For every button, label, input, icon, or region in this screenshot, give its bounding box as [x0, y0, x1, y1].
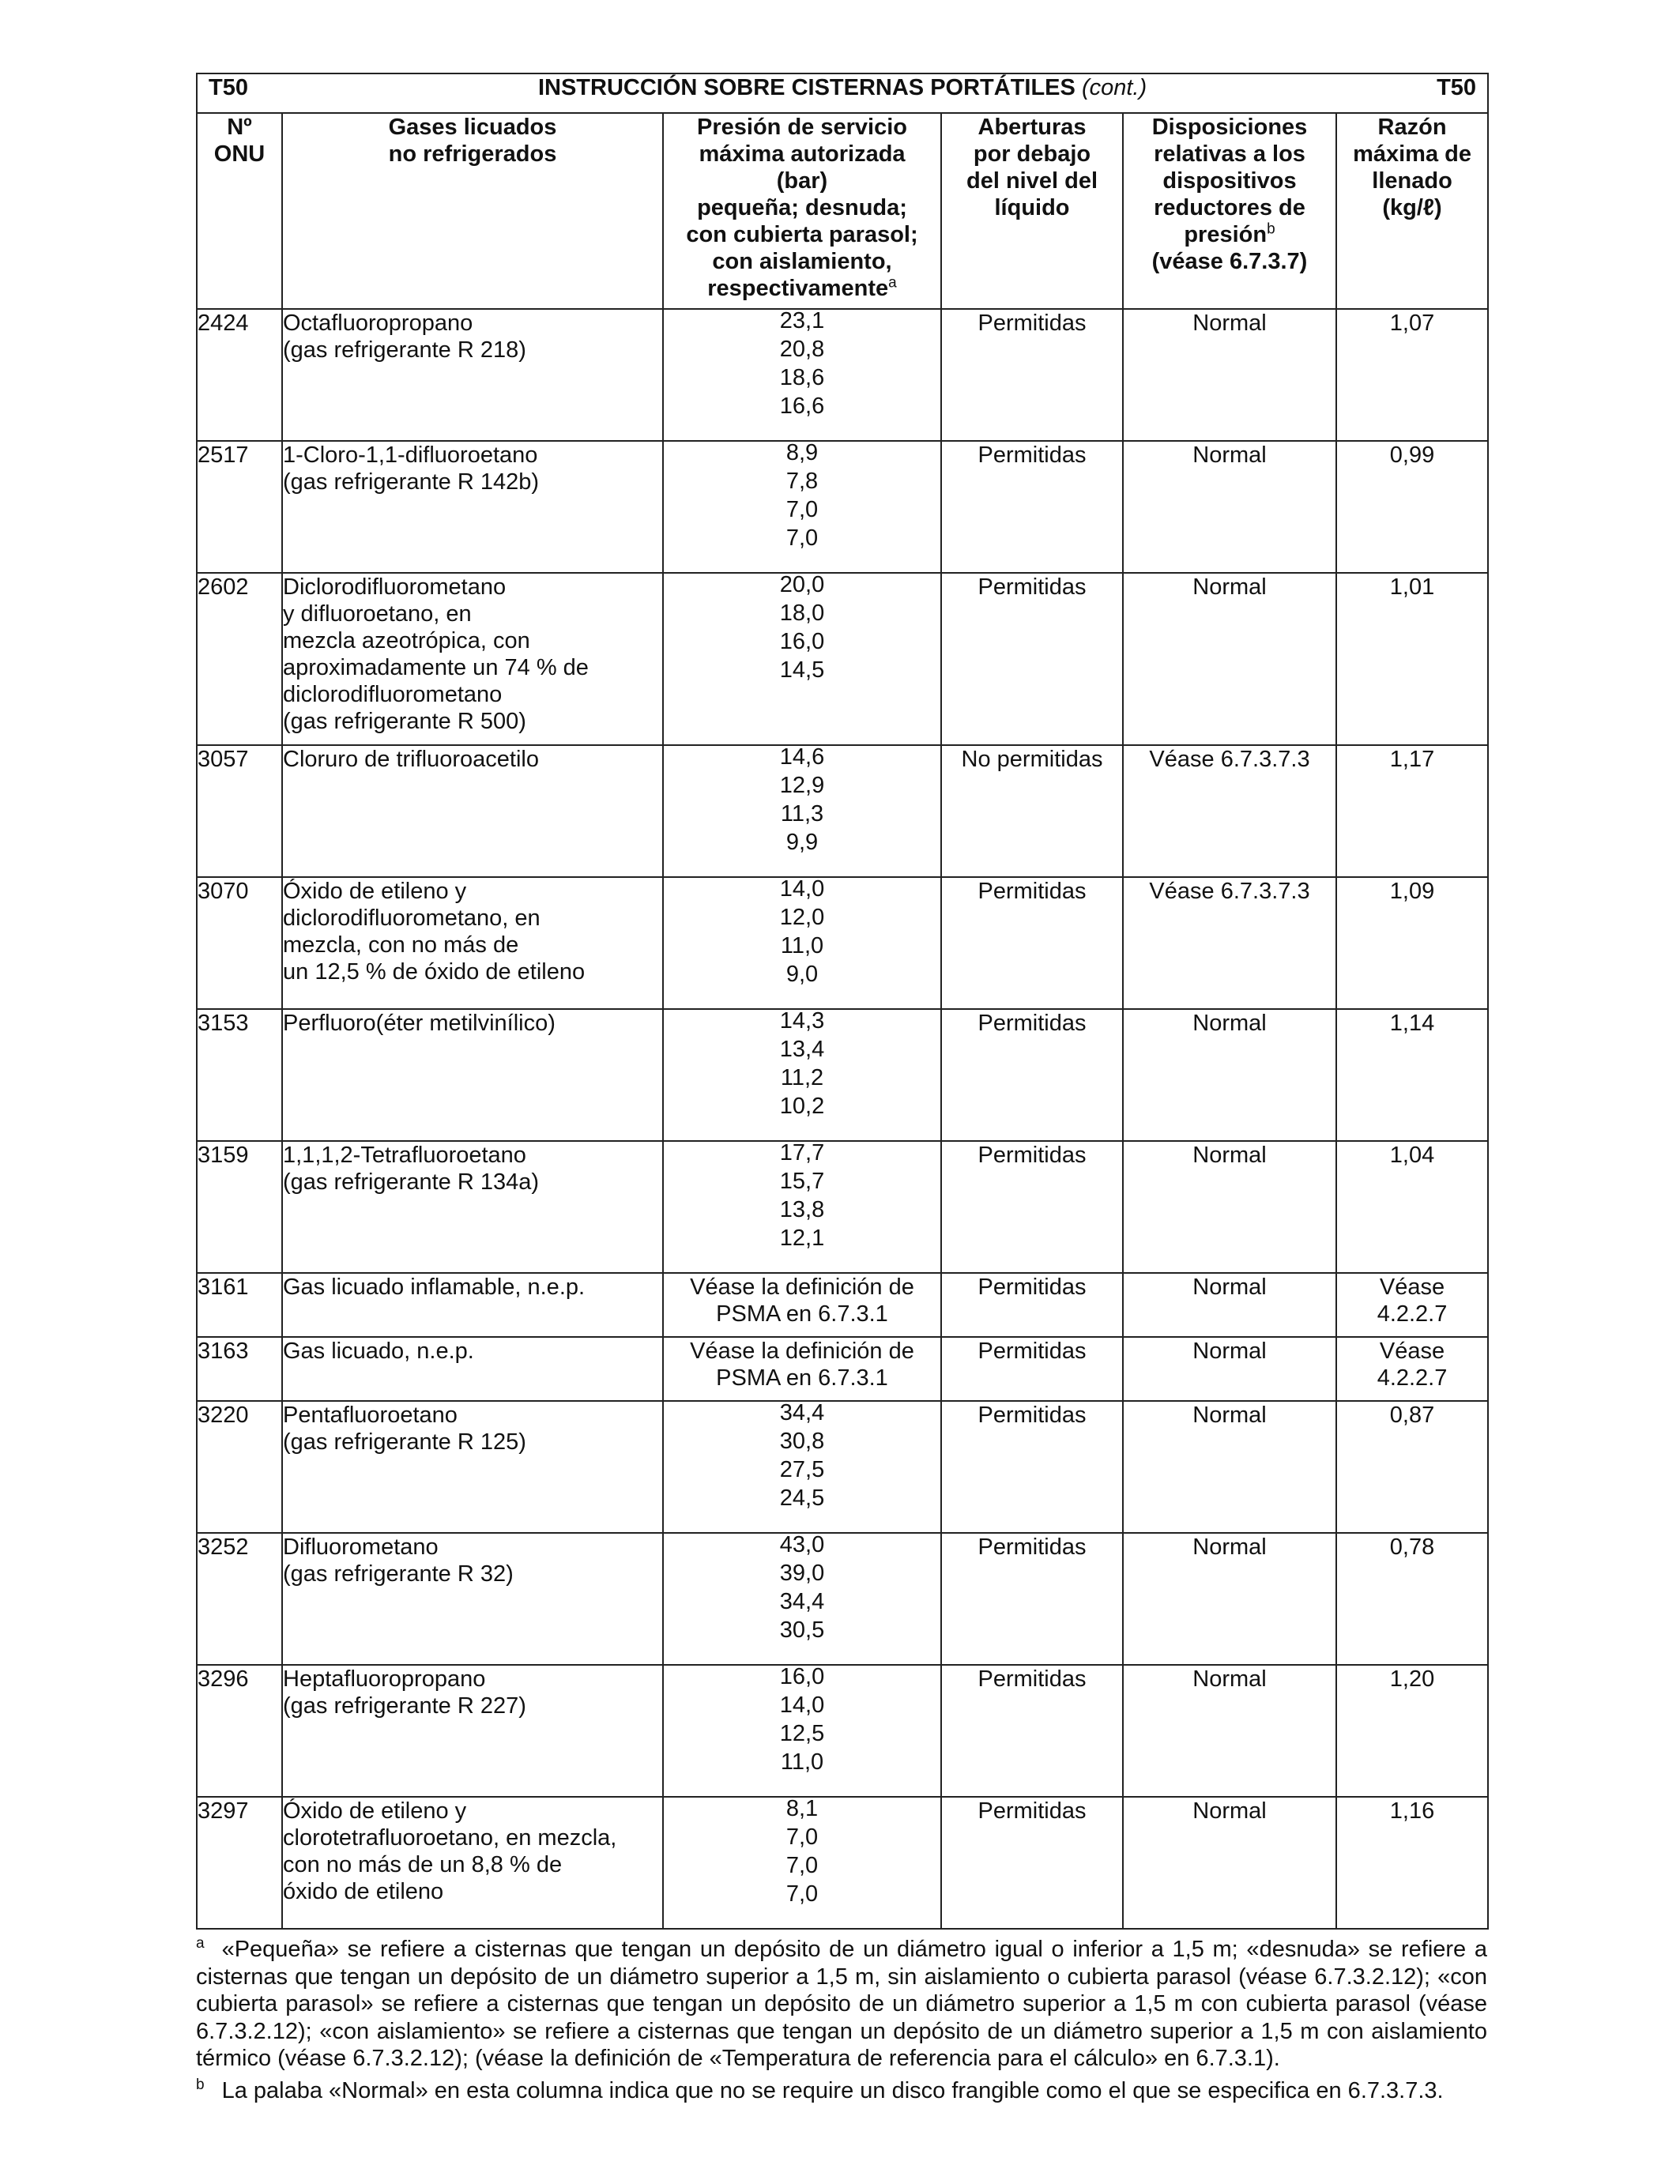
table-row [197, 441, 1488, 573]
pressure-cell: 23,1 20,8 18,6 16,6 [663, 309, 941, 441]
table-row [197, 1009, 1488, 1141]
pressure-cell: Véase la definición de PSMA en 6.7.3.1 [663, 1337, 941, 1401]
disposiciones-cell: Normal [1123, 1009, 1336, 1141]
gas-name-cell: Pentafluoroetano (gas refrigerante R 125) [282, 1401, 663, 1533]
table-row [197, 1665, 1488, 1797]
t50-table [196, 73, 1489, 1930]
aberturas-cell: Permitidas [941, 1009, 1123, 1141]
title-suffix: (cont.) [1081, 75, 1147, 100]
gas-name-cell: Gas licuado inflamable, n.e.p. [282, 1273, 663, 1337]
gas-name-cell: Óxido de etileno y clorotetrafluoroetano, en mezcla, con no más de un 8,8 % de óxido de etileno [282, 1797, 663, 1929]
gas-name-cell: Perfluoro(éter metilvinílico) [282, 1009, 663, 1141]
disposiciones-cell: Normal [1123, 1797, 1336, 1929]
onu-number-cell: 3057 [197, 745, 282, 877]
razon-llenado-cell: 1,04 [1336, 1141, 1488, 1273]
aberturas-cell: No permitidas [941, 745, 1123, 877]
razon-llenado-cell: 1,20 [1336, 1665, 1488, 1797]
onu-number-cell: 3220 [197, 1401, 282, 1533]
razon-llenado-cell: Véase 4.2.2.7 [1336, 1273, 1488, 1337]
onu-number-cell: 2602 [197, 573, 282, 745]
footnote-mark-a: a [888, 274, 897, 292]
aberturas-cell: Permitidas [941, 1273, 1123, 1337]
pressure-cell: 34,4 30,8 27,5 24,5 [663, 1401, 941, 1533]
footnote-mark-b: b [1267, 220, 1275, 238]
onu-number-cell: 3159 [197, 1141, 282, 1273]
razon-llenado-cell: Véase 4.2.2.7 [1336, 1337, 1488, 1401]
pressure-cell: Véase la definición de PSMA en 6.7.3.1 [663, 1273, 941, 1337]
footnote-a [196, 1936, 1487, 2073]
document-page [196, 73, 1487, 1930]
onu-number-cell: 2424 [197, 309, 282, 441]
disposiciones-cell: Normal [1123, 1665, 1336, 1797]
razon-llenado-cell: 1,14 [1336, 1009, 1488, 1141]
code-right: T50 [1437, 75, 1477, 100]
onu-number-cell: 3163 [197, 1337, 282, 1401]
header-razon: Razón máxima de llenado (kg/ℓ) [1336, 113, 1488, 309]
pressure-cell: 17,7 15,7 13,8 12,1 [663, 1141, 941, 1273]
footnote-a-mark: a [196, 1935, 205, 1952]
header-gas: Gases licuados no refrigerados [282, 113, 663, 309]
disposiciones-cell: Normal [1123, 1273, 1336, 1337]
table-row [197, 745, 1488, 877]
aberturas-cell: Permitidas [941, 1665, 1123, 1797]
aberturas-cell: Permitidas [941, 309, 1123, 441]
footnotes [196, 1936, 1487, 2104]
table-row [197, 1401, 1488, 1533]
table-row [197, 1273, 1488, 1337]
razon-llenado-cell: 1,01 [1336, 573, 1488, 745]
header-aberturas: Aberturas por debajo del nivel del líquido [941, 113, 1123, 309]
table-row [197, 877, 1488, 1009]
onu-number-cell: 3153 [197, 1009, 282, 1141]
onu-number-cell: 3252 [197, 1533, 282, 1665]
pressure-cell: 43,0 39,0 34,4 30,5 [663, 1533, 941, 1665]
table-row [197, 1533, 1488, 1665]
table-row [197, 1141, 1488, 1273]
pressure-cell: 14,0 12,0 11,0 9,0 [663, 877, 941, 1009]
pressure-cell: 8,1 7,0 7,0 7,0 [663, 1797, 941, 1929]
disposiciones-cell: Normal [1123, 309, 1336, 441]
footnote-b-mark: b [196, 2076, 205, 2093]
footnote-b-text: La palaba «Normal» en esta columna indica que no se require un disco frangible como el que se especifica en 6.7.3.7.3. [221, 2077, 1444, 2103]
onu-number-cell: 3296 [197, 1665, 282, 1797]
disposiciones-cell: Normal [1123, 441, 1336, 573]
aberturas-cell: Permitidas [941, 573, 1123, 745]
onu-number-cell: 3161 [197, 1273, 282, 1337]
pressure-cell: 14,3 13,4 11,2 10,2 [663, 1009, 941, 1141]
pressure-cell: 8,9 7,8 7,0 7,0 [663, 441, 941, 573]
table-row [197, 1797, 1488, 1929]
razon-llenado-cell: 1,16 [1336, 1797, 1488, 1929]
footnote-b [196, 2077, 1487, 2105]
onu-number-cell: 3070 [197, 877, 282, 1009]
disposiciones-cell: Normal [1123, 1401, 1336, 1533]
razon-llenado-cell: 0,87 [1336, 1401, 1488, 1533]
razon-llenado-cell: 0,99 [1336, 441, 1488, 573]
gas-name-cell: Cloruro de trifluoroacetilo [282, 745, 663, 877]
table-title: INSTRUCCIÓN SOBRE CISTERNAS PORTÁTILES (cont.) [537, 75, 1147, 100]
column-header-row [197, 113, 1488, 309]
onu-number-cell: 3297 [197, 1797, 282, 1929]
table-title-row [197, 73, 1488, 113]
razon-llenado-cell: 1,09 [1336, 877, 1488, 1009]
razon-llenado-cell: 0,78 [1336, 1533, 1488, 1665]
pressure-cell: 16,0 14,0 12,5 11,0 [663, 1665, 941, 1797]
gas-name-cell: Difluorometano (gas refrigerante R 32) [282, 1533, 663, 1665]
disposiciones-cell: Normal [1123, 1337, 1336, 1401]
disposiciones-cell: Normal [1123, 573, 1336, 745]
code-left: T50 [209, 75, 248, 100]
aberturas-cell: Permitidas [941, 1533, 1123, 1665]
gas-name-cell: Octafluoropropano (gas refrigerante R 218) [282, 309, 663, 441]
aberturas-cell: Permitidas [941, 1141, 1123, 1273]
gas-name-cell: Heptafluoropropano (gas refrigerante R 227) [282, 1665, 663, 1797]
aberturas-cell: Permitidas [941, 1797, 1123, 1929]
razon-llenado-cell: 1,17 [1336, 745, 1488, 877]
disposiciones-cell: Normal [1123, 1141, 1336, 1273]
pressure-cell: 14,6 12,9 11,3 9,9 [663, 745, 941, 877]
gas-name-cell: Gas licuado, n.e.p. [282, 1337, 663, 1401]
header-disposiciones: Disposiciones relativas a los dispositivos reductores de presión$^b$ (véase 6.7.3.7) [1123, 113, 1336, 309]
disposiciones-cell: Véase 6.7.3.7.3 [1123, 877, 1336, 1009]
table-row [197, 573, 1488, 745]
aberturas-cell: Permitidas [941, 877, 1123, 1009]
razon-llenado-cell: 1,07 [1336, 309, 1488, 441]
table-row [197, 1337, 1488, 1401]
footnote-a-text: «Pequeña» se refiere a cisternas que tengan un depósito de un diámetro igual o inferior a 1,5 m; «desnuda» se refiere a cisternas que tengan un depósito de un diámetro superior a 1,5 m, sin aislamiento o cubierta parasol (véase 6.7.3.2.12); «con cubierta parasol» se refiere a cisternas que tengan un depósito de un diámetro superior a 1,5 m con cubierta parasol (véase 6.7.3.2.12); «con aislamiento» se refiere a cisternas que tengan un depósito de un diámetro superior a 1,5 m con aislamiento térmico (véase 6.7.3.2.12); (véase la definición de «Temperatura de referencia para el cálculo» en 6.7.3.1). [196, 1937, 1487, 2071]
header-presion: Presión de servicio máxima autorizada (bar) pequeña; desnuda; con cubierta parasol; con aislamiento, respectivamente$^a$ [663, 113, 941, 309]
onu-number-cell: 2517 [197, 441, 282, 573]
pressure-cell: 20,0 18,0 16,0 14,5 [663, 573, 941, 745]
header-onu: Nº ONU [197, 113, 282, 309]
gas-name-cell: Óxido de etileno y diclorodifluorometano, en mezcla, con no más de un 12,5 % de óxido de etileno [282, 877, 663, 1009]
aberturas-cell: Permitidas [941, 1401, 1123, 1533]
gas-name-cell: 1,1,1,2-Tetrafluoroetano (gas refrigerante R 134a) [282, 1141, 663, 1273]
aberturas-cell: Permitidas [941, 1337, 1123, 1401]
gas-name-cell: Diclorodifluorometano y difluoroetano, en mezcla azeotrópica, con aproximadamente un 74 % de diclorodifluorometano (gas refrigerante R 500) [282, 573, 663, 745]
gas-name-cell: 1-Cloro-1,1-difluoroetano (gas refrigerante R 142b) [282, 441, 663, 573]
disposiciones-cell: Normal [1123, 1533, 1336, 1665]
aberturas-cell: Permitidas [941, 441, 1123, 573]
disposiciones-cell: Véase 6.7.3.7.3 [1123, 745, 1336, 877]
table-row [197, 309, 1488, 441]
